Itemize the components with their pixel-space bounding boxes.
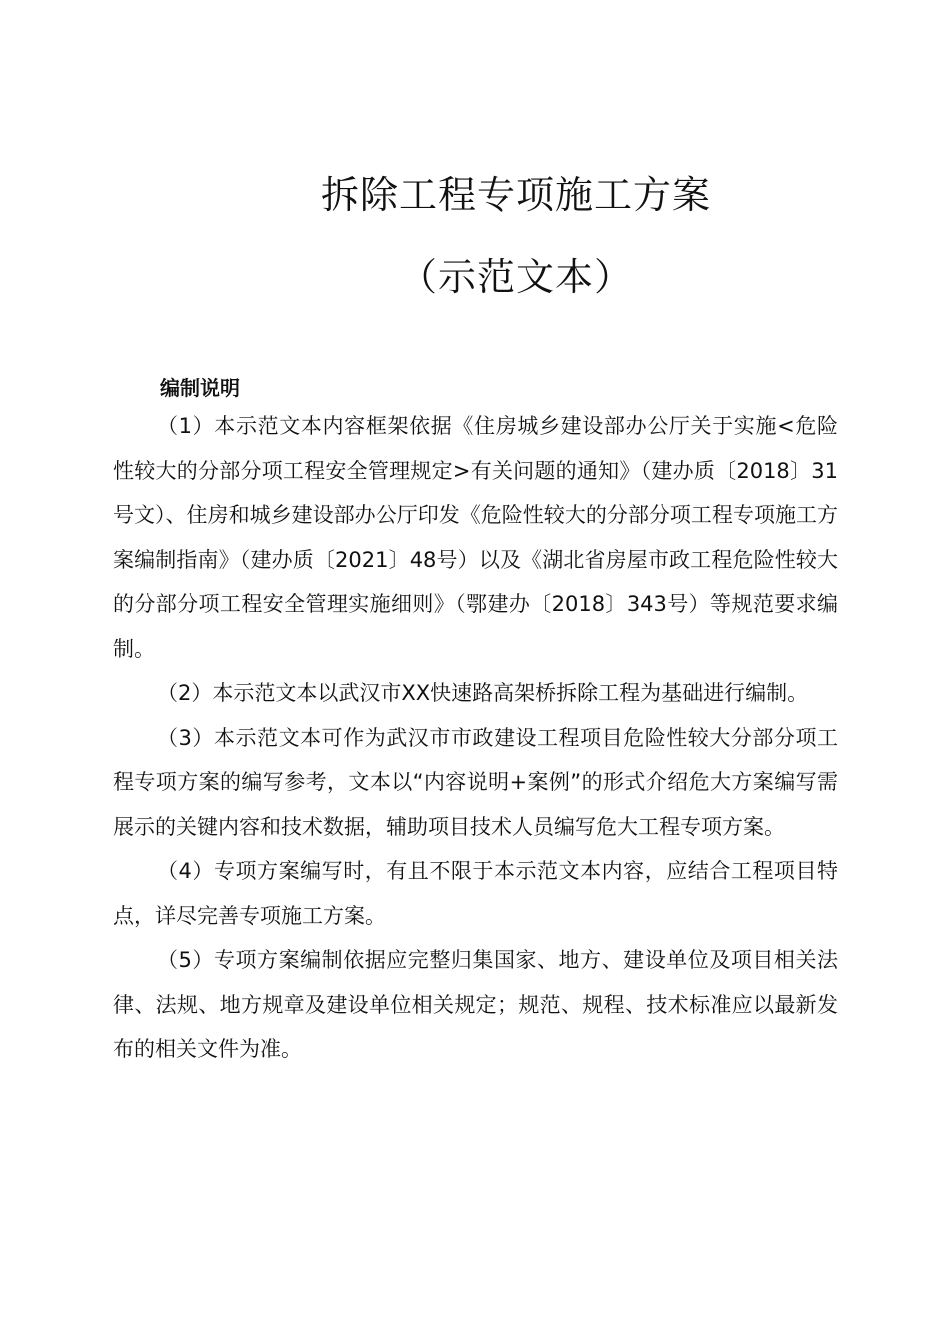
document-body [113,404,838,1072]
paragraph-2: （2）本示范文本以武汉市XX快速路高架桥拆除工程为基础进行编制。 [157,681,809,705]
paragraph-3: （3）本示范文本可作为武汉市市政建设工程项目危险性较大分部分项工程专项方案的编写参考，文本以“内容说明+案例”的形式介绍危大方案编写需展示的关键内容和技术数据，辅助项目技术人员编写危大工程专项方案。 [113,725,838,839]
document-title: 拆除工程专项施工方案 [320,173,711,217]
document-subtitle: （示范文本） [398,255,633,299]
paragraph-5: （5）专项方案编制依据应完整归集国家、地方、建设单位及项目相关法律、法规、地方规章及建设单位相关规定；规范、规程、技术标准应以最新发布的相关文件为准。 [113,948,838,1061]
paragraph-4: （4）专项方案编写时，有且不限于本示范文本内容，应结合工程项目特点，详尽完善专项施工方案。 [113,859,838,928]
paragraph-1: （1）本示范文本内容框架依据《住房城乡建设部办公厅关于实施<危险性较大的分部分项工程安全管理规定>有关问题的通知》（建办质〔2018〕31号文）、住房和城乡建设部办公厅印发《危险性较大的分部分项工程专项施工方案编制指南》（建办质〔2021〕48号）以及《湖北省房屋市政工程危险性较大的分部分项工程安全管理实施细则》（鄂建办〔2018〕343号）等规范要求编制。 [113,414,838,661]
section-heading: 编制说明 [160,376,240,400]
